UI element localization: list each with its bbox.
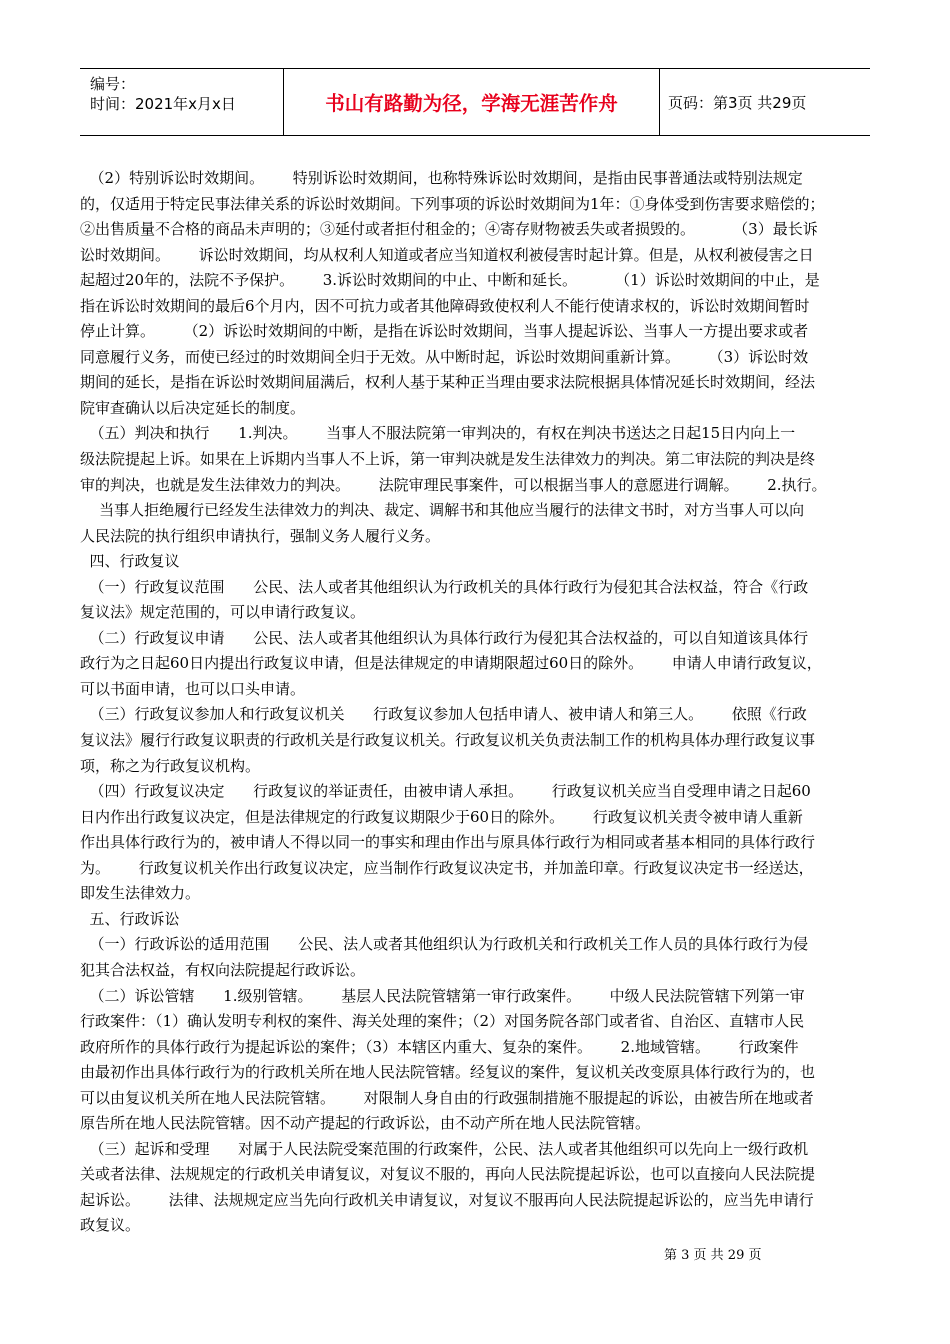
text-line: 级法院提起上诉。如果在上诉期内当事人不上诉，第一审判决就是发生法律效力的判决。第二审法院的判决是终 bbox=[80, 450, 816, 469]
text-line: 五、行政诉讼 bbox=[80, 909, 180, 928]
text-line: 起超过20年的，法院不予保护。 3.诉讼时效期间的中止、中断和延长。 （1）诉讼时效期间的中止，是 bbox=[80, 271, 820, 290]
text-line: 可以由复议机关所在地人民法院管辖。 对限制人身自由的行政强制措施不服提起的诉讼，由被告所在地或者 bbox=[80, 1088, 814, 1107]
text-line: （三）起诉和受理 对属于人民法院受案范围的行政案件，公民、法人或者其他组织可以先向上一级行政机 bbox=[80, 1139, 809, 1158]
text-line: （三）行政复议参加人和行政复议机关 行政复议参加人包括申请人、被申请人和第三人。 依照《行政 bbox=[80, 705, 807, 724]
text-line: 人民法院的执行组织申请执行，强制义务人履行义务。 bbox=[80, 526, 441, 545]
text-line: 原告所在地人民法院管辖。因不动产提起的行政诉讼，由不动产所在地人民法院管辖。 bbox=[80, 1114, 651, 1133]
text-line: ②出售质量不合格的商品未声明的；③延付或者拒付租金的；④寄存财物被丢失或者损毁的。 （3）最长诉 bbox=[80, 220, 818, 239]
text-line: 四、行政复议 bbox=[80, 552, 180, 571]
header-page-info: 页码：第3页 共29页 bbox=[668, 93, 807, 112]
text-line: 关或者法律、法规规定的行政机关申请复议，对复议不服的，再向人民法院提起诉讼，也可以直接向人民法院提 bbox=[80, 1165, 816, 1184]
text-line: 停止计算。 （2）诉讼时效期间的中断，是指在诉讼时效期间，当事人提起诉讼、当事人一方提出要求或者 bbox=[80, 322, 809, 341]
text-line: （四）行政复议决定 行政复议的举证责任，由被申请人承担。 行政复议机关应当自受理申请之日起60 bbox=[80, 782, 811, 801]
text-line: 由最初作出具体行政行为的行政机关所在地人民法院管辖。经复议的案件，复议机关改变原具体行政行为的，也 bbox=[80, 1063, 816, 1082]
text-line: 的，仅适用于特定民事法律关系的诉讼时效期间。下列事项的诉讼时效期间为1年：①身体受到伤害要求赔偿的； bbox=[80, 194, 825, 213]
text-line: 复议法》规定范围的，可以申请行政复议。 bbox=[80, 603, 366, 622]
text-line: 起诉讼。 法律、法规规定应当先向行政机关申请复议，对复议不服再向人民法院提起诉讼的，应当先申请行 bbox=[80, 1190, 814, 1209]
text-line: （五）判决和执行 1.判决。 当事人不服法院第一审判决的，有权在判决书送达之日起15日内向上一 bbox=[80, 424, 796, 443]
page-header bbox=[80, 68, 870, 136]
text-line: 日内作出行政复议决定，但是法律规定的行政复议期限少于60日的除外。 行政复议机关责令被申请人重新 bbox=[80, 807, 803, 826]
document-number-label: 编号： bbox=[90, 75, 136, 93]
text-line: 项，称之为行政复议机构。 bbox=[80, 756, 261, 775]
text-line: 犯其合法权益，有权向法院提起行政诉讼。 bbox=[80, 960, 366, 979]
document-body bbox=[80, 166, 912, 1239]
text-line: （一）行政复议范围 公民、法人或者其他组织认为行政机关的具体行政行为侵犯其合法权益，符合《行政 bbox=[80, 577, 809, 596]
document-date: 时间：2021年x月x日 bbox=[90, 95, 236, 113]
text-line: （2）特别诉讼时效期间。 特别诉讼时效期间，也称特殊诉讼时效期间，是指由民事普通法或特别法规定 bbox=[80, 169, 803, 187]
text-line: （一）行政诉讼的适用范围 公民、法人或者其他组织认为行政机关和行政机关工作人员的具体行政行为侵 bbox=[80, 935, 809, 954]
header-meta bbox=[80, 69, 284, 135]
text-line: 审的判决，也就是发生法律效力的判决。 法院审理民事案件，可以根据当事人的意愿进行调解。 2.执行。 bbox=[80, 475, 827, 494]
text-line: 为。 行政复议机关作出行政复议决定，应当制作行政复议决定书，并加盖印章。行政复议决定书一经送达， bbox=[80, 858, 814, 877]
text-line: 行政案件：（1）确认发明专利权的案件、海关处理的案件；（2）对国务院各部门或者省、自治区、直辖市人民 bbox=[80, 1012, 805, 1031]
header-motto: 书山有路勤为径，学海无涯苦作舟 bbox=[284, 69, 660, 135]
page-footer: 第 3 页 共 29 页 bbox=[664, 1248, 762, 1263]
text-line: （二）诉讼管辖 1.级别管辖。 基层人民法院管辖第一审行政案件。 中级人民法院管辖下列第一审 bbox=[80, 986, 805, 1005]
text-line: 指在诉讼时效期间的最后6个月内，因不可抗力或者其他障碍致使权利人不能行使请求权的，诉讼时效期间暂时 bbox=[80, 296, 810, 315]
text-line: 讼时效期间。 诉讼时效期间，均从权利人知道或者应当知道权利被侵害时起计算。但是，从权利被侵害之日 bbox=[80, 245, 814, 264]
text-line: 期间的延长，是指在诉讼时效期间届满后，权利人基于某种正当理由要求法院根据具体情况延长时效期间，经法 bbox=[80, 373, 816, 392]
text-line: 政府所作的具体行政行为提起诉讼的案件；（3）本辖区内重大、复杂的案件。 2.地域管辖。 行政案件 bbox=[80, 1037, 799, 1056]
text-line: （二）行政复议申请 公民、法人或者其他组织认为具体行政行为侵犯其合法权益的，可以自知道该具体行 bbox=[80, 628, 809, 647]
text-line: 即发生法律效力。 bbox=[80, 884, 201, 903]
text-line: 作出具体行政行为的，被申请人不得以同一的事实和理由作出与原具体行政行为相同或者基本相同的具体行政行 bbox=[80, 833, 816, 852]
text-line: 同意履行义务，而使已经过的时效期间全归于无效。从中断时起，诉讼时效期间重新计算。 （3）诉讼时效 bbox=[80, 347, 809, 366]
text-line: 政行为之日起60日内提出行政复议申请，但是法律规定的申请期限超过60日的除外。 申请人申请行政复议， bbox=[80, 654, 822, 673]
text-line: 政复议。 bbox=[80, 1216, 141, 1235]
text-line: 院审查确认以后决定延长的制度。 bbox=[80, 398, 306, 417]
text-line: 可以书面申请，也可以口头申请。 bbox=[80, 679, 306, 698]
text-line: 当事人拒绝履行已经发生法律效力的判决、裁定、调解书和其他应当履行的法律文书时，对方当事人可以向 bbox=[80, 501, 805, 520]
text-line: 复议法》履行行政复议职责的行政机关是行政复议机关。行政复议机关负责法制工作的机构具体办理行政复议事 bbox=[80, 731, 816, 750]
